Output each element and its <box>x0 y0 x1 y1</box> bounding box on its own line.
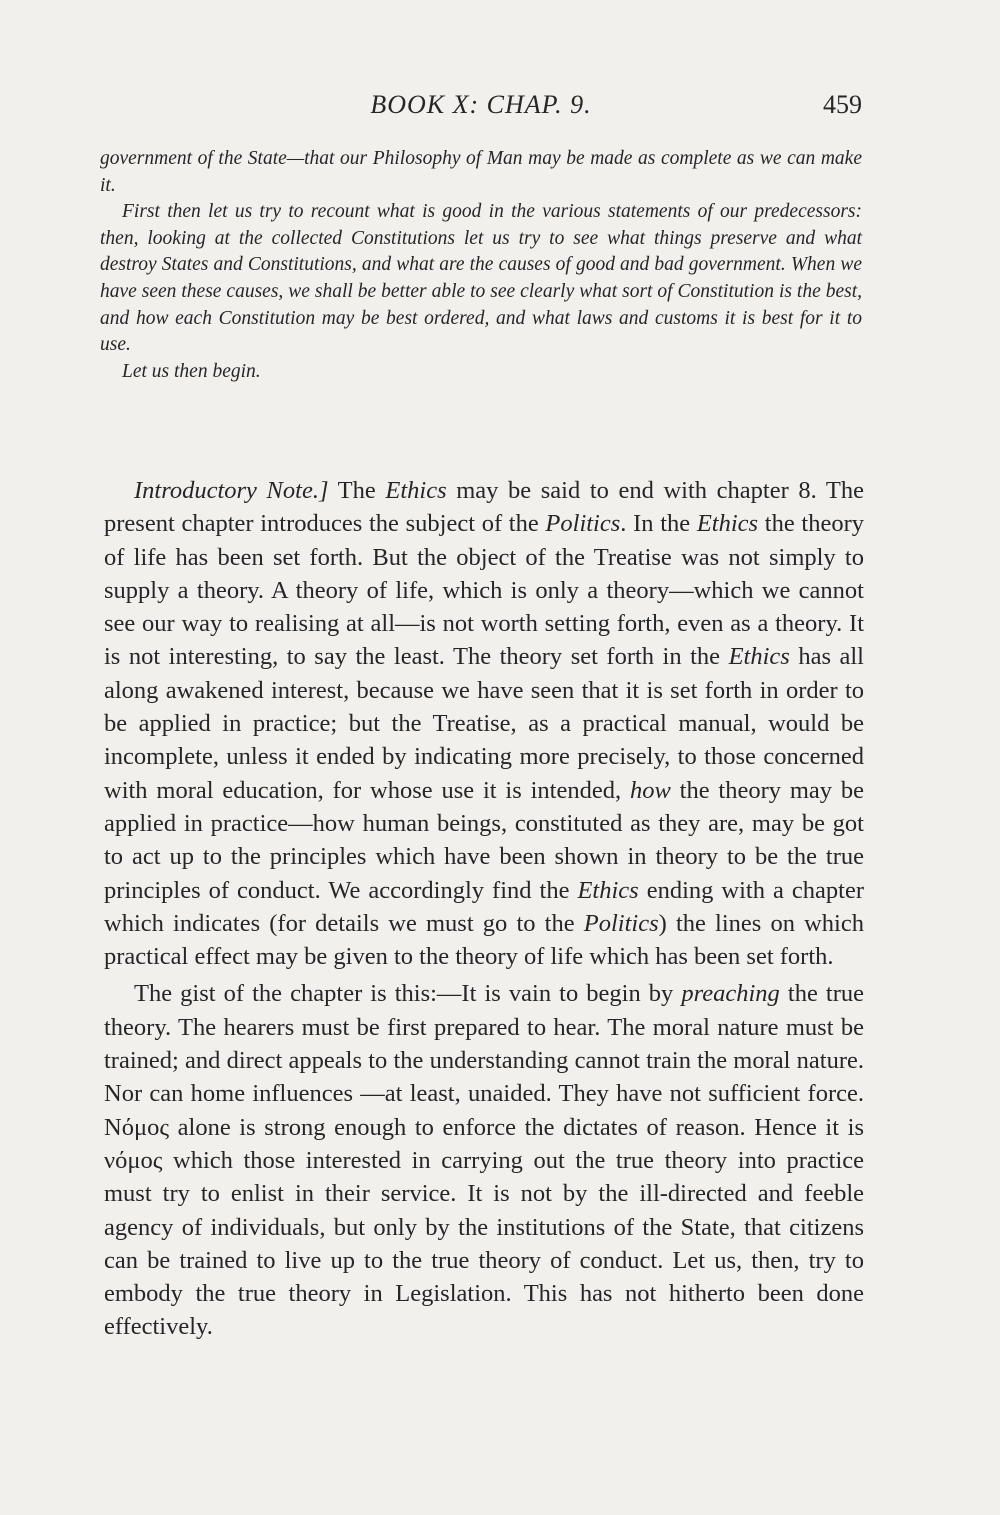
text-run: the theory of life has been set forth. But the object of the Treatise was not simply to supply a theory. A theory of life, which is only a theory—which we cannot see our way to realising at all—is not worth setting forth, even as a theory. It is not interesting, to say the least. The theory set forth in the <box>104 510 864 671</box>
title-politics: Politics <box>583 909 659 937</box>
text-run: The <box>328 477 386 504</box>
text-run: which those interested in carrying out the true theory into practice must try to enlist in their service. It is not by the ill-directed and feeble agency of individuals, but only by the institutions of the State, that citizens can be trained to live up to the true theory of conduct. Let us, then, try to embody the true theory in Legislation. This has not hitherto been done effectively. <box>104 1146 864 1341</box>
page-number: 459 <box>823 90 862 119</box>
note-paragraph <box>104 977 864 1343</box>
text-run: has all along awakened interest, because we have seen that it is set forth in order to be applied in practice; but the Treatise, as a practical manual, would be incomplete, unless it ended by indicating more precisely, to those concerned with moral education, for whose use it is intended, <box>104 643 864 804</box>
greek-nomos: Νόμος <box>104 1113 170 1141</box>
text-run: . In the <box>620 510 697 538</box>
emphasis-how: how <box>629 776 671 804</box>
text-run: the theory may be applied in practice—how human beings, constituted as they are, may be got to act up to the principles which have been shown in theory to be the true principles of conduct. We accordingly find the <box>104 776 865 904</box>
greek-nomos: νόμος <box>104 1146 163 1174</box>
introductory-note <box>104 474 864 1344</box>
note-paragraph <box>104 474 864 973</box>
chapter-heading: BOOK X: CHAP. 9. <box>370 90 592 119</box>
title-ethics: Ethics <box>728 643 790 671</box>
title-ethics: Ethics <box>385 477 447 504</box>
summary-paragraph: government of the State—that our Philosophy of Man may be made as complete as we can make it. <box>100 148 862 196</box>
text-run: The gist of the chapter is this:—It is vain to begin by <box>134 980 682 1008</box>
summary-paragraph: Let us then begin. <box>122 360 261 382</box>
title-ethics: Ethics <box>577 876 639 904</box>
title-politics: Politics <box>545 510 621 538</box>
emphasis-preaching: preaching <box>681 980 780 1008</box>
text-run: ) the lines on which practical effect may be given to the theory of life which has been set forth. <box>104 909 864 971</box>
text-run: ending with a chapter which indicates (for details we must go to the <box>104 876 864 937</box>
title-ethics: Ethics <box>696 510 759 538</box>
chapter-summary <box>100 146 862 385</box>
text-run: may be said to end with chapter 8. The present chapter introduces the subject of the <box>104 477 864 538</box>
text-run: the true theory. The hearers must be first prepared to hear. The moral nature must be trained; and direct appeals to the understanding cannot train the moral nature. Nor can home influences —at least, unaided. They have not sufficient force. <box>104 980 864 1108</box>
note-label: Introductory Note.] <box>134 477 329 504</box>
text-run: alone is strong enough to enforce the dictates of reason. Hence it is <box>169 1113 864 1141</box>
running-head <box>100 86 862 126</box>
summary-paragraph: First then let us try to recount what is good in the various statements of our predecessors: then, looking at the collected Constitutions let us try to see what things preserve and what destroy States and Constitutions, and what are the causes of good and bad government. When we have seen these causes, we shall be better able to see clearly what sort of Constitution is the best, and how each Constitution may be best ordered, and what laws and customs it is best for it to use. <box>100 201 862 356</box>
